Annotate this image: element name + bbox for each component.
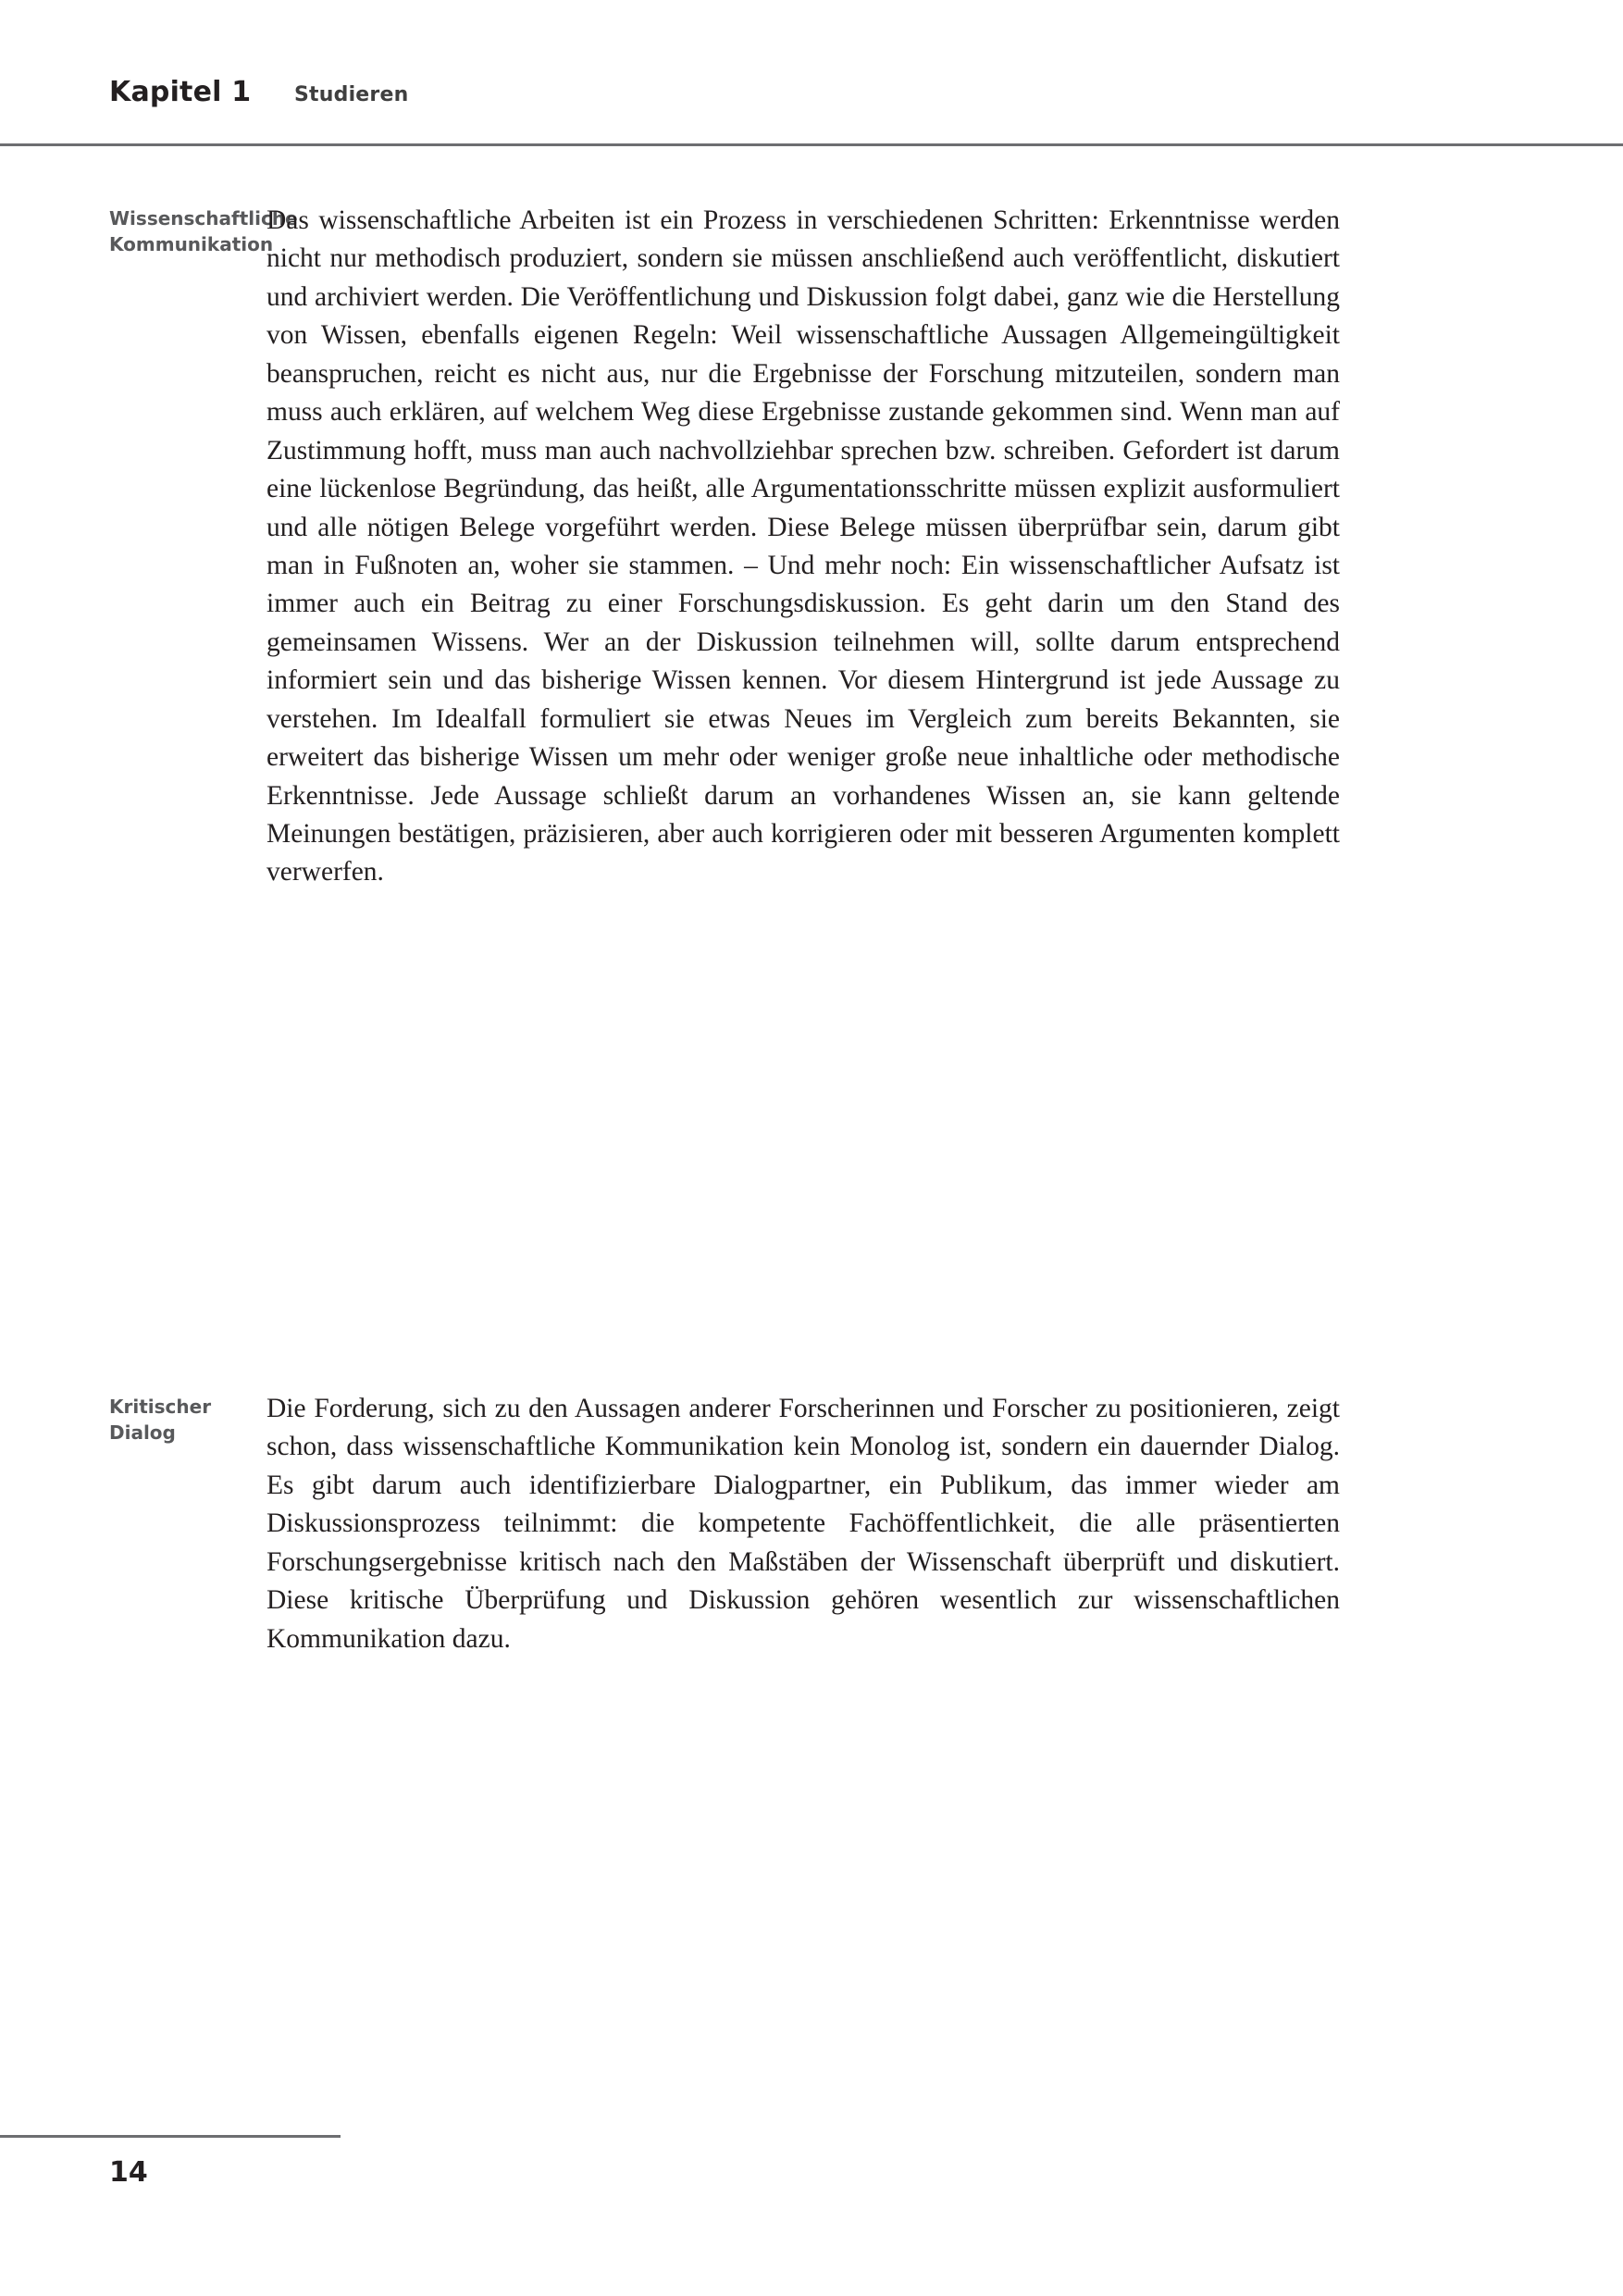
body-paragraph: Das wissenschaftliche Arbeiten ist ein Prozess in verschiedenen Schritten: Erkenntnisse werden nicht nur methodisch produziert, sondern sie müssen anschließend auch veröffentlicht, diskutiert und archiviert werden. Die Veröffentlichung und Diskussion folgt dabei, ganz wie die Herstellung von Wissen, ebenfalls eigenen Regeln: Weil wissenschaftliche Aussagen Allgemeingültigkeit beanspruchen, reicht es nicht aus, nur die Ergebnisse der Forschung mitzuteilen, sondern man muss auch erklären, auf welchem Weg diese Ergebnisse zustande gekommen sind. Wenn man auf Zustimmung hofft, muss man auch nachvollziehbar sprechen bzw. schreiben. Gefordert ist darum eine lückenlose Begründung, das heißt, alle Argumentationsschritte müssen explizit ausformuliert und alle nötigen Belege vorgeführt werden. Diese Belege müssen überprüfbar sein, darum gibt man in Fußnoten an, woher sie stammen. – Und mehr noch: Ein wissenschaftlicher Aufsatz ist immer auch ein Beitrag zu einer Forschungsdiskussion. Es geht darin um den Stand des gemeinsamen Wissens. Wer an der Diskussion teilnehmen will, sollte darum entsprechend informiert sein und das bisherige Wissen kennen. Vor diesem Hintergrund ist jede Aussage zu verstehen. Im Idealfall formuliert sie etwas Neues im Vergleich zum bereits Bekannten, sie erweitert das bisherige Wissen um mehr oder weniger große neue inhaltliche oder methodische Erkenntnisse. Jede Aussage schließt darum an vorhandenes Wissen an, sie kann geltende Meinungen bestätigen, präzisieren, aber auch korrigieren oder mit besseren Argumenten komplett verwerfen.	[266, 205, 1340, 887]
marginal-note-line: Kommunikation	[109, 233, 274, 256]
chapter-label: Kapitel 1	[109, 76, 252, 108]
section-title: Studieren	[294, 83, 409, 106]
marginal-note-line: Kritischer	[109, 1396, 212, 1418]
footer-divider	[0, 2135, 341, 2138]
marginal-note-line: Wissenschaftliche	[109, 207, 298, 230]
marginal-note-line: Dialog	[109, 1421, 176, 1445]
marginal-note	[109, 202, 298, 892]
content-block	[109, 1390, 1340, 1658]
running-head	[109, 76, 1623, 108]
marginal-note	[109, 1390, 266, 1658]
body-paragraph: Die Forderung, sich zu den Aussagen anderer Forscherinnen und Forscher zu positionieren, zeigt schon, dass wissenschaftliche Kommunikation kein Monolog ist, sondern ein dauernder Dialog. Es gibt darum auch identifizierbare Dialogpartner, ein Publikum, das immer wieder am Diskussionsprozess teilnimmt: die kompetente Fachöffentlichkeit, die alle präsentierten Forschungsergebnisse kritisch nach den Maßstäben der Wissenschaft überprüft und diskutiert. Diese kritische Überprüfung und Diskussion gehören wesentlich zur wissenschaftlichen Kommunikation dazu.	[266, 1394, 1340, 1654]
content-block	[109, 202, 1340, 892]
page-number: 14	[109, 2156, 148, 2189]
header-divider	[0, 143, 1623, 146]
